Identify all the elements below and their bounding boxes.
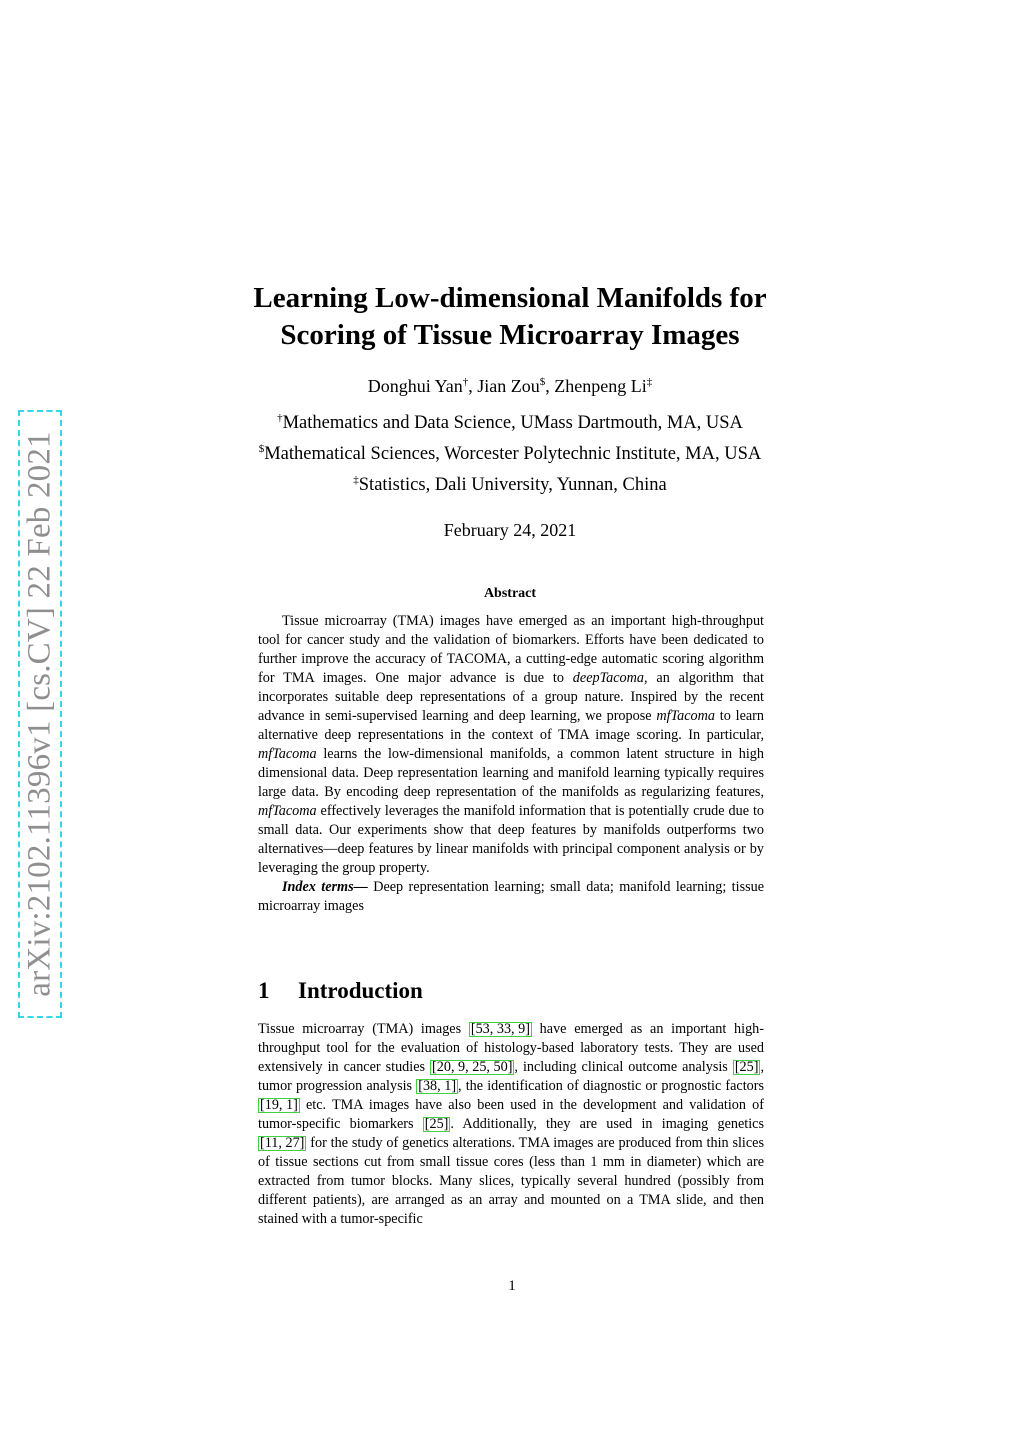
author-name: Zhenpeng Li — [554, 376, 647, 396]
author-mark: † — [462, 376, 469, 388]
introduction-body — [258, 1020, 764, 1229]
section-heading — [258, 978, 423, 1004]
title-line-1: Learning Low-dimensional Manifolds for — [253, 282, 767, 314]
affiliation-text: Mathematical Sciences, Worcester Polytechnic Institute, MA, USA — [264, 444, 762, 464]
abstract-text: effectively leverages the manifold information that is potentially crude due to small data. Our experiments show that deep features by manifolds outperforms two alternatives—deep features by linear manifolds with principal component analysis or by leveraging the group property. — [258, 803, 764, 876]
author-mark: ‡ — [646, 376, 653, 388]
abstract-body — [258, 612, 764, 916]
intro-text: Tissue microarray (TMA) images — [258, 1021, 469, 1037]
author-name: Jian Zou — [477, 376, 540, 396]
author-mark: $ — [539, 376, 546, 388]
author-list: Donghui Yan†, Jian Zou$, Zhenpeng Li‡ — [367, 376, 653, 396]
index-terms-text: Deep representation learning; small data; manifold learning; tissue microarray images — [258, 879, 764, 914]
paper-title — [150, 280, 870, 354]
affiliation-mark: $ — [258, 442, 265, 455]
abstract-heading: Abstract — [483, 586, 537, 601]
affiliation-text: Mathematics and Data Science, UMass Dartmouth, MA, USA — [282, 413, 743, 433]
intro-paragraph — [258, 1020, 764, 1229]
affiliation-mark: ‡ — [353, 473, 359, 486]
affiliation — [150, 470, 870, 501]
intro-text: , the identification of diagnostic or prognostic factors — [458, 1078, 764, 1094]
index-terms-label: Index terms— — [282, 879, 368, 895]
author-name: Donghui Yan — [367, 376, 463, 396]
abstract-paragraph — [258, 612, 764, 878]
intro-text: have emerged as an important high-throughput tool for the evaluation of histology-based laboratory tests. They are used extensively in cancer studies — [258, 1021, 764, 1075]
intro-text: etc. TMA images have also been used in the development and validation of tumor-specific biomarkers — [258, 1097, 764, 1132]
section-number: 1 — [258, 978, 270, 1003]
arxiv-identifier: arXiv:2102.11396v1 [cs.CV] 22 Feb 2021 — [21, 431, 58, 997]
method-name: mfTacoma — [656, 708, 715, 724]
intro-text: , tumor progression analysis — [258, 1059, 764, 1094]
affiliation-mark: † — [277, 411, 283, 424]
citation-link[interactable]: [11, 27] — [260, 1135, 305, 1151]
abstract-text: Tissue microarray (TMA) images have emerged as an important high-throughput tool for cancer study and the validation of biomarkers. Efforts have been dedicated to further improve the accuracy of TACOMA, a cutting-edge automatic scoring algorithm for TMA images. One major advance is due to — [258, 613, 764, 686]
method-name: mfTacoma — [258, 746, 317, 762]
method-name: mfTacoma — [258, 803, 317, 819]
citation-link[interactable]: [38, 1] — [418, 1078, 457, 1094]
abstract-text: learns the low-dimensional manifolds, a common latent structure in high dimensional data. Deep representation learning and manifold learning typically requires large data. By encoding deep representation of the manifolds as regularizing features, — [258, 746, 764, 800]
abstract-text: to learn alternative deep representations in the context of TMA image scoring. In particular, — [258, 708, 765, 743]
intro-text: , including clinical outcome analysis — [514, 1059, 733, 1075]
citation-link[interactable]: [53, 33, 9] — [470, 1021, 530, 1037]
section-title: Introduction — [298, 978, 423, 1003]
title-line-2: Scoring of Tissue Microarray Images — [280, 319, 740, 351]
page-number: 1 — [508, 1278, 516, 1294]
intro-text: . Additionally, they are used in imaging genetics — [450, 1116, 764, 1132]
citation-link[interactable]: [19, 1] — [260, 1097, 298, 1113]
method-name: deepTacoma — [572, 670, 644, 686]
affiliation-text: Statistics, Dali University, Yunnan, China — [358, 475, 667, 495]
index-terms — [258, 878, 764, 916]
abstract-text: , an algorithm that incorporates suitable deep representations of a group nature. Inspired by the recent advance in semi-supervised learning and deep learning, we propose — [258, 670, 764, 724]
citation-link[interactable]: [25] — [734, 1059, 759, 1075]
arxiv-stamp — [18, 410, 62, 1018]
publication-date: February 24, 2021 — [443, 520, 577, 540]
affiliation — [150, 439, 870, 470]
intro-text: for the study of genetics alterations. TMA images are produced from thin slices of tissue sections cut from small tissue cores (less than 1 mm in diameter) which are extracted from tumor blocks. Many slices, typically several hundred (possibly from different patients), are arranged as an array and mounted on a TMA slide, and then stained with a tumor-specific — [258, 1135, 764, 1227]
citation-link[interactable]: [20, 9, 25, 50] — [432, 1059, 513, 1075]
affiliation — [150, 408, 870, 439]
citation-link[interactable]: [25] — [424, 1116, 449, 1132]
